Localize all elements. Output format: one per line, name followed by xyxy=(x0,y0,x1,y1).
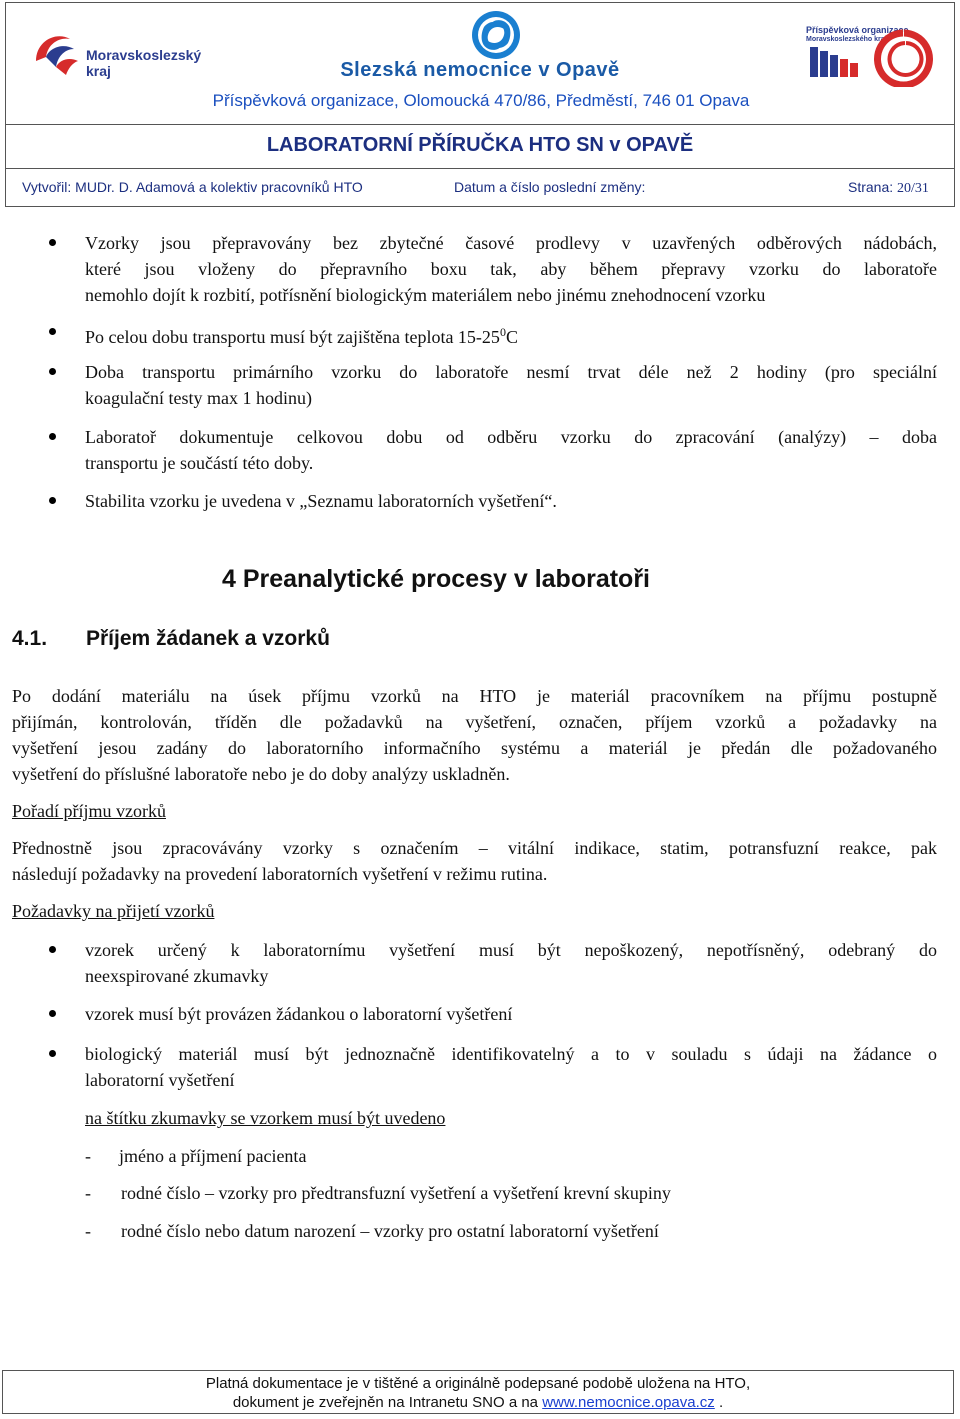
bullet-dot xyxy=(49,946,56,953)
paragraph-line: Po dodání materiálu na úsek příjmu vzorků na HTO je materiál pracovníkem na příjmu postupně xyxy=(12,686,937,706)
created-by: Vytvořil: MUDr. D. Adamová a kolektiv pracovníků HTO xyxy=(22,179,363,195)
paragraph-line: Přednostně jsou zpracovávány vzorky s označením – vitální indikace, statim, potransfuzní reakce, pak xyxy=(12,838,937,858)
bullet-dot xyxy=(49,239,56,246)
bullet-text: Doba transportu primárního vzorku do laboratoře nesmí trvat déle než 2 hodiny (pro speciální xyxy=(85,362,937,382)
bullet-dot xyxy=(49,497,56,504)
document-title: LABORATORNÍ PŘÍRUČKA HTO SN v OPAVĚ xyxy=(266,134,694,156)
temperature-text: Po celou dobu transportu musí být zajištěna teplota 15-25 xyxy=(85,327,500,347)
bullet-dot xyxy=(49,368,56,375)
prispevkova-organizace-logo xyxy=(806,25,946,87)
temperature-superscript: 0 xyxy=(499,325,506,339)
bullet-text: které jsou vloženy do přepravního boxu tak, aby během přepravy vzorku do laboratoře xyxy=(85,259,937,279)
kraj-line-2: kraj xyxy=(86,63,111,79)
right-logo-line-1: Příspěvková organizace xyxy=(806,25,909,35)
kraj-line-1: Moravskoslezský xyxy=(86,47,202,63)
bullet-text: Vzorky jsou přepravovány bez zbytečné časové prodlevy v uzavřených odběrových nádobách, xyxy=(85,233,937,253)
bullet-dot xyxy=(49,1050,56,1057)
dash-item: rodné číslo – vzorky pro předtransfuzní vyšetření a vyšetření krevní skupiny xyxy=(121,1183,671,1203)
right-logo-line-2: Moravskoslezského kraje xyxy=(806,36,891,43)
bullet-text: laboratorní vyšetření xyxy=(85,1070,235,1090)
bullet-dot xyxy=(49,433,56,440)
temperature-unit: C xyxy=(505,327,518,347)
section-heading: 4 Preanalytické procesy v laboratoři xyxy=(222,565,650,593)
dash-marker: - xyxy=(85,1183,91,1203)
header-meta-row xyxy=(6,168,954,206)
bullet-text: Laboratoř dokumentuje celkovou dobu od odběru vzorku do zpracování (analýzy) – doba xyxy=(85,427,937,447)
organization-address: Příspěvková organizace, Olomoucká 470/86, Předměstí, 746 01 Opava xyxy=(212,91,750,110)
bullet-text: nemohlo dojít k rozbití, potřísnění biologickým materiálem nebo jinému znehodnocení vzorku xyxy=(85,285,766,305)
hospital-logo-icon xyxy=(464,9,528,61)
dash-marker: - xyxy=(85,1146,91,1166)
dash-item: rodné číslo nebo datum narození – vzorky pro ostatní laboratorní vyšetření xyxy=(121,1221,659,1241)
footer-line-2 xyxy=(3,1393,953,1412)
document-header xyxy=(5,2,955,207)
bullet-text: Stabilita vzorku je uvedena v „Seznamu laboratorních vyšetření“. xyxy=(85,491,557,511)
bullet-text: koagulační testy max 1 hodinu) xyxy=(85,388,312,408)
footer-line-1: Platná dokumentace je v tištěné a originálně podepsané podobě uložena na HTO, xyxy=(205,1375,751,1392)
website-link[interactable]: www.nemocnice.opava.cz xyxy=(542,1394,715,1411)
change-date-label: Datum a číslo poslední změny: xyxy=(454,179,646,195)
bullet-text: biologický materiál musí být jednoznačně identifikovatelný a to v souladu s údaji na žádance o xyxy=(85,1044,937,1064)
page-number: 20/31 xyxy=(897,181,929,196)
label-heading: na štítku zkumavky se vzorkem musí být uvedeno xyxy=(85,1108,446,1128)
paragraph-line: přijímán, kontrolován, tříděn dle požadavků na vyšetření, označen, příjem vzorků a požadavky na xyxy=(12,712,937,732)
bullet-text xyxy=(85,319,937,350)
footer-line-2-text: dokument je zveřejněn na Intranetu SNO a na xyxy=(232,1394,543,1411)
hospital-name: Slezská nemocnice v Opavě xyxy=(340,59,620,81)
bullet-text: vzorek určený k laboratornímu vyšetření musí být nepoškozený, nepotřísněný, odebraný do xyxy=(85,940,937,960)
dash-marker: - xyxy=(85,1221,91,1241)
bullet-text: vzorek musí být provázen žádankou o laboratorní vyšetření xyxy=(85,1004,513,1024)
header-logo-row xyxy=(6,3,954,125)
bullet-dot xyxy=(49,328,56,335)
header-title-row xyxy=(6,124,954,169)
bullet-text: neexspirované zkumavky xyxy=(85,966,269,986)
page-indicator xyxy=(848,179,929,197)
page-label: Strana: xyxy=(848,179,894,195)
bullet-text: transportu je součástí této doby. xyxy=(85,453,314,473)
footer-line-2-end: . xyxy=(714,1394,724,1411)
subsection-number: 4.1. xyxy=(12,627,48,650)
paragraph-line: následují požadavky na provedení laboratorních vyšetření v režimu rutina. xyxy=(12,864,548,884)
paragraph-line: vyšetření jesou zadány do laboratorního informačního systému a materiál je předán dle požadovaného xyxy=(12,738,937,758)
paragraph-line: vyšetření do příslušné laboratoře nebo je do doby analýzy uskladněn. xyxy=(12,764,510,784)
requirements-heading: Požadavky na přijetí vzorků xyxy=(12,901,215,921)
subsection-heading: Příjem žádanek a vzorků xyxy=(86,627,330,650)
order-heading: Pořadí příjmu vzorků xyxy=(12,801,166,821)
bullet-dot xyxy=(49,1010,56,1017)
document-footer xyxy=(2,1370,954,1414)
dash-item: jméno a příjmení pacienta xyxy=(119,1146,307,1166)
region-emblem-icon xyxy=(806,25,946,87)
